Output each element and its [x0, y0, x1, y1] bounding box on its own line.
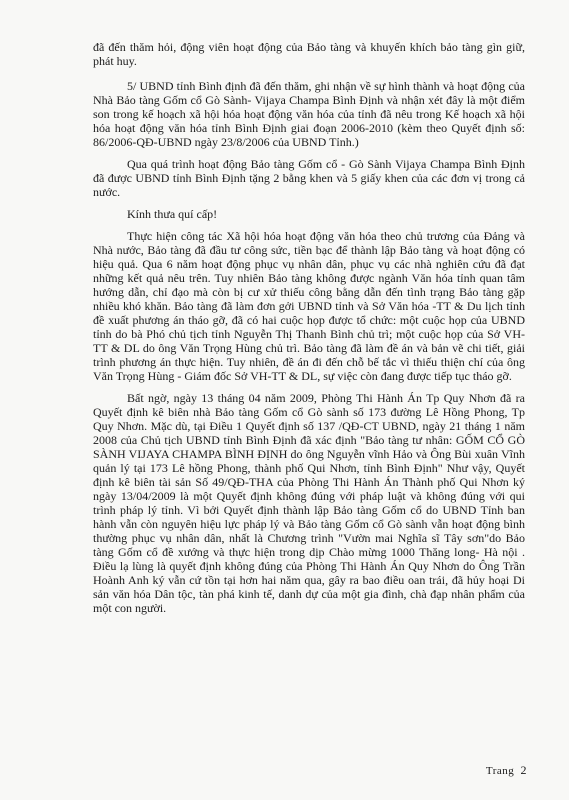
paragraph-socialization: Thực hiện công tác Xã hội hóa hoạt động văn hóa theo chủ trương của Đảng và Nhà nước, Bảo tàng đã đầu tư công sức, tiền bạc để thành lập Bảo tàng và hoạt động có hiệu quả. Qua 6 năm hoạt động phục vụ nhân dân, phục vụ các nhà nghiên cứu đã đạt những kết quả nêu trên. Tuy nhiên Bảo tàng không được ngành Văn hóa tỉnh quan tâm hướng dẫn, chỉ đạo mà còn bị cư xử thiếu công bằng dẫn đến tình trạng Bảo tàng gặp nhiều khó khăn. Bảo tàng đã làm đơn gởi UBND tỉnh và Sở Văn hóa -TT & Du lịch tỉnh đề xuất phương án tháo gỡ, đã có hai cuộc họp được tổ chức: một cuộc họp của UBND tỉnh do bà Phó chủ tịch tỉnh Nguyễn Thị Thanh Bình chủ trì; một cuộc họp của Sở VH-TT & DL do ông Văn Trọng Hùng chủ trì. Bảo tàng đã làm đề án và bản vẽ chi tiết, giải trình phương án thực hiện. Tuy nhiên, đề án đi đến chỗ bế tắc vì thiếu thiện chí của ông Văn Trọng Hùng - Giám đốc Sở VH-TT & DL, sự việc còn đang được tiếp tục tháo gỡ. — [93, 229, 525, 383]
salutation: Kính thưa quí cấp! — [127, 207, 218, 221]
paragraph-item-5: 5/ UBND tỉnh Bình định đã đến thăm, ghi nhận về sự hình thành và hoạt động của Nhà Bảo tàng Gốm cổ Gò Sành- Vijaya Champa Bình Định và nhận xét đây là một điểm son trong kế hoạch xã hội hóa hoạt động văn hóa của tỉnh đã nêu trong Kế hoạch xã hội hóa hoạt động văn hóa tỉnh Bình Định giai đoạn 2006-2010 (kèm theo Quyết định số: 86/2006-QĐ-UBND ngày 23/8/2006 của UBND Tỉnh.) — [93, 79, 525, 149]
document-body — [93, 40, 525, 623]
page-footer — [486, 763, 527, 778]
paragraph-continuation: đã đến thăm hỏi, động viên hoạt động của Bảo tàng và khuyến khích bảo tàng gìn giữ, phát huy. — [93, 40, 525, 68]
paragraph-enforcement-decision: Bất ngờ, ngày 13 tháng 04 năm 2009, Phòng Thi Hành Án Tp Quy Nhơn đã ra Quyết định kê biên nhà Bảo tàng Gốm cổ Gò sành số 173 đường Lê Hồng Phong, Tp Quy Nhơn. Mặc dù, tại Điều 1 Quyết định số 137 /QĐ-CT UBND, ngày 21 tháng 1 năm 2008 của Chủ tịch UBND tỉnh Bình Định đã xác định "Bảo tàng tư nhân: GỐM CỔ GÒ SÀNH VIJAYA CHAMPA BÌNH ĐỊNH do ông Nguyễn vĩnh Hảo và Ông Bùi xuân Vĩnh quản lý tại 173 Lê hồng Phong, thành phố Qui Nhơn, tỉnh Bình Định" Như vậy, Quyết định kê biên tài sản Số 49/QĐ-THA của Phòng Thi Hành Án Thành phố Qui Nhơn ký ngày 13/04/2009 là một Quyết định không đúng với pháp luật và không đúng với qui trình pháp lý tỉnh. Vì bởi Quyết định thành lập Bảo tàng Gốm cổ do UBND Tỉnh ban hành vẫn còn nguyên hiệu lực pháp lý và Bảo tàng Gốm cổ Gò sành vẫn hoạt động bình thường phục vụ nhân dân, nhất là Chương trình "Vườn mai Nghĩa sĩ Tây sơn"do Bảo tàng Gốm cổ đề xướng và thực hiện trong dịp Chào mừng 1000 Thăng long- Hà nội . Điều lạ lùng là quyết định không đúng của Phòng Thi Hành Án Quy Nhơn do Ông Trần Hoành Anh ký vẫn cứ tồn tại hơn hai năm qua, gây ra bao điều oan trái, đã hủy hoại Di sản văn hóa Dân tộc, tàn phá kinh tế, danh dự của một gia đình, chà đạp nhân phẩm của một con người. — [93, 391, 525, 615]
paragraph-awards: Qua quá trình hoạt động Bảo tàng Gốm cổ - Gò Sành Vijaya Champa Bình Định đã được UBND tỉnh Bình Định tặng 2 bằng khen và 5 giấy khen của các đơn vị trong cả nước. — [93, 157, 525, 199]
page-label: Trang — [485, 765, 515, 777]
page-number: 2 — [520, 763, 527, 777]
